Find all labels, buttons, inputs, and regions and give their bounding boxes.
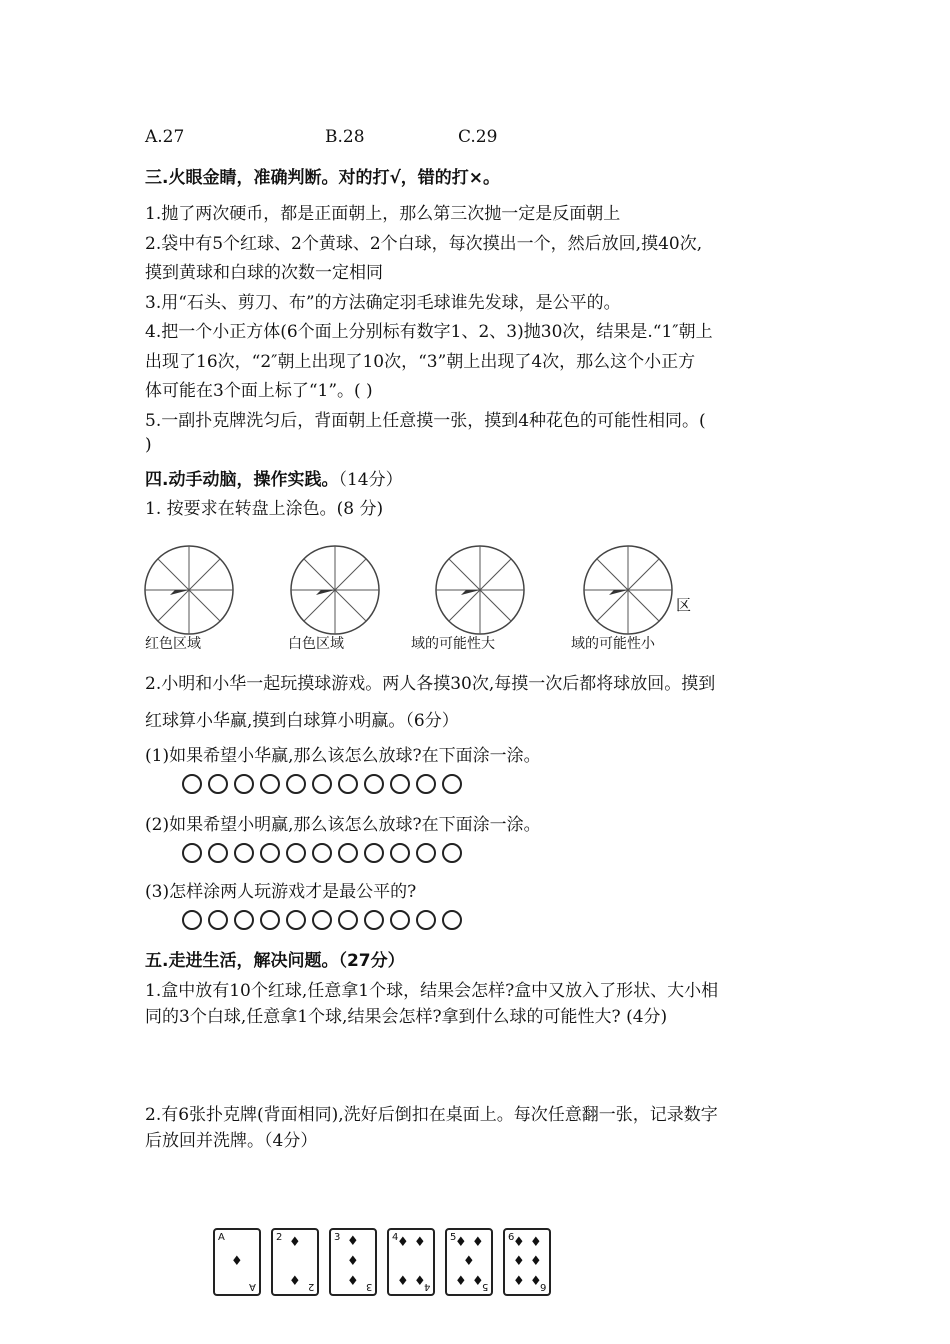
section5-title: 五.走进生活，解决问题。（27分）: [145, 951, 405, 971]
section4-title: 四.动手动脑，操作实践。: [145, 470, 339, 490]
card-rank: A: [218, 1232, 225, 1243]
ball-circle[interactable]: [260, 910, 280, 930]
section3-q4-line2: 出现了16次，“2″朝上出现了10次，“3”朝上出现了4次，那么这个小正方: [145, 352, 696, 372]
section3-q2-line1: 2.袋中有5个红球、2个黄球、2个白球，每次摸出一个，然后放回,摸40次,: [145, 234, 703, 254]
ball-circle[interactable]: [390, 774, 410, 794]
playing-card-4: [387, 1228, 435, 1296]
playing-card-6: [503, 1228, 551, 1296]
ball-circle[interactable]: [390, 910, 410, 930]
card-rank: 5: [450, 1232, 457, 1243]
option-c: C.29: [458, 127, 498, 147]
card-rank-bottom: 2: [307, 1281, 314, 1292]
ball-circle[interactable]: [338, 843, 358, 863]
section3-q4-line1: 4.把一个小正方体(6个面上分别标有数字1、2、3)抛30次，结果是.“1″朝上: [145, 322, 713, 342]
spinner-4-side-text: 区: [676, 596, 692, 614]
ball-circle[interactable]: [390, 843, 410, 863]
card-rank-bottom: 5: [481, 1281, 488, 1292]
playing-card-a: [213, 1228, 261, 1296]
ball-circle[interactable]: [442, 910, 462, 930]
card-rank-bottom: 4: [423, 1281, 430, 1292]
spinner-2-label: 白色区域: [288, 636, 344, 652]
section4-sub3: (3)怎样涂两人玩游戏才是最公平的?: [145, 882, 417, 902]
playing-card-2: [271, 1228, 319, 1296]
section4-heading: [145, 465, 403, 490]
card-rank-bottom: A: [249, 1281, 256, 1292]
section5-q1-line2: 同的3个白球,任意拿1个球,结果会怎样?拿到什么球的可能性大? (4分): [145, 1007, 668, 1027]
ball-circle[interactable]: [182, 774, 202, 794]
option-a: A.27: [145, 127, 185, 147]
card-rank: 2: [276, 1232, 283, 1243]
ball-circle[interactable]: [416, 843, 436, 863]
diamond-icon: ♦: [397, 1274, 409, 1289]
diamond-icon: ♦: [472, 1235, 484, 1250]
card-rank: 3: [334, 1232, 341, 1243]
spinner-3: [433, 543, 527, 637]
card-rank-bottom: 6: [539, 1281, 546, 1292]
section3-q4-line3: 体可能在3个面上标了“1”。( ): [145, 381, 373, 401]
ball-circle[interactable]: [182, 910, 202, 930]
diamond-icon: ♦: [455, 1235, 467, 1250]
diamond-icon: ♦: [231, 1254, 243, 1269]
section3-title: 三.火眼金睛，准确判断。对的打√，错的打×。: [145, 168, 501, 188]
section4-q2-line2: 红球算小华赢,摸到白球算小明赢。（6分）: [145, 711, 459, 731]
spinner-4-label: 域的可能性小: [571, 636, 655, 652]
diamond-icon: ♦: [347, 1254, 359, 1269]
ball-circle[interactable]: [312, 774, 332, 794]
playing-card-5: [445, 1228, 493, 1296]
section4-sub1: (1)如果希望小华赢,那么该怎么放球?在下面涂一涂。: [145, 746, 541, 766]
section4-score: （14分）: [338, 470, 403, 490]
ball-circle[interactable]: [260, 774, 280, 794]
ball-circle[interactable]: [364, 843, 384, 863]
ball-circle[interactable]: [364, 910, 384, 930]
ball-circle[interactable]: [234, 910, 254, 930]
diamond-icon: ♦: [472, 1274, 484, 1289]
diamond-icon: ♦: [289, 1235, 301, 1250]
section4-sub2: (2)如果希望小明赢,那么该怎么放球?在下面涂一涂。: [145, 815, 541, 835]
section3-q5-line1: 5.一副扑克牌洗匀后，背面朝上任意摸一张，摸到4种花色的可能性相同。(: [145, 411, 706, 431]
diamond-icon: ♦: [513, 1254, 525, 1269]
ball-circle[interactable]: [416, 910, 436, 930]
ball-circle[interactable]: [234, 843, 254, 863]
section5-q2-line1: 2.有6张扑克牌(背面相同),洗好后倒扣在桌面上。每次任意翻一张，记录数字: [145, 1105, 718, 1125]
diamond-icon: ♦: [455, 1274, 467, 1289]
diamond-icon: ♦: [347, 1274, 359, 1289]
option-b: B.28: [325, 127, 365, 147]
circle-row-1[interactable]: [182, 774, 468, 799]
ball-circle[interactable]: [338, 910, 358, 930]
ball-circle[interactable]: [208, 910, 228, 930]
diamond-icon: ♦: [289, 1274, 301, 1289]
ball-circle[interactable]: [182, 843, 202, 863]
diamond-icon: ♦: [414, 1235, 426, 1250]
card-rank-bottom: 3: [365, 1281, 372, 1292]
card-rank: 6: [508, 1232, 515, 1243]
diamond-icon: ♦: [347, 1234, 359, 1249]
ball-circle[interactable]: [312, 910, 332, 930]
diamond-icon: ♦: [530, 1274, 542, 1289]
ball-circle[interactable]: [208, 843, 228, 863]
ball-circle[interactable]: [286, 910, 306, 930]
circle-row-3[interactable]: [182, 910, 468, 935]
ball-circle[interactable]: [312, 843, 332, 863]
diamond-icon: ♦: [397, 1235, 409, 1250]
ball-circle[interactable]: [208, 774, 228, 794]
ball-circle[interactable]: [442, 774, 462, 794]
ball-circle[interactable]: [234, 774, 254, 794]
section5-q2-line2: 后放回并洗牌。（4分）: [145, 1131, 318, 1151]
spinner-4: [581, 543, 675, 637]
card-rank: 4: [392, 1232, 399, 1243]
ball-circle[interactable]: [364, 774, 384, 794]
circle-row-2[interactable]: [182, 843, 468, 868]
spinner-3-label: 域的可能性大: [411, 636, 495, 652]
section3-q5-line2: ): [145, 435, 152, 455]
section4-q2-line1: 2.小明和小华一起玩摸球游戏。两人各摸30次,每摸一次后都将球放回。摸到: [145, 674, 716, 694]
ball-circle[interactable]: [286, 843, 306, 863]
spinner-2: [288, 543, 382, 637]
ball-circle[interactable]: [260, 843, 280, 863]
diamond-icon: ♦: [530, 1235, 542, 1250]
section3-q2-line2: 摸到黄球和白球的次数一定相同: [145, 263, 383, 283]
section3-q1: 1.抛了两次硬币，都是正面朝上，那么第三次抛一定是反面朝上: [145, 204, 621, 224]
ball-circle[interactable]: [338, 774, 358, 794]
playing-card-3: [329, 1228, 377, 1296]
spinner-1-label: 红色区域: [145, 636, 201, 652]
diamond-icon: ♦: [414, 1274, 426, 1289]
diamond-icon: ♦: [513, 1274, 525, 1289]
diamond-icon: ♦: [513, 1235, 525, 1250]
diamond-icon: ♦: [530, 1254, 542, 1269]
section3-q3: 3.用“石头、剪刀、布”的方法确定羽毛球谁先发球，是公平的。: [145, 293, 621, 313]
spinner-1: [142, 543, 236, 637]
section5-q1-line1: 1.盒中放有10个红球,任意拿1个球，结果会怎样?盒中又放入了形状、大小相: [145, 981, 719, 1001]
ball-circle[interactable]: [442, 843, 462, 863]
section4-q1: 1. 按要求在转盘上涂色。(8 分): [145, 499, 384, 519]
ball-circle[interactable]: [286, 774, 306, 794]
ball-circle[interactable]: [416, 774, 436, 794]
diamond-icon: ♦: [463, 1254, 475, 1269]
